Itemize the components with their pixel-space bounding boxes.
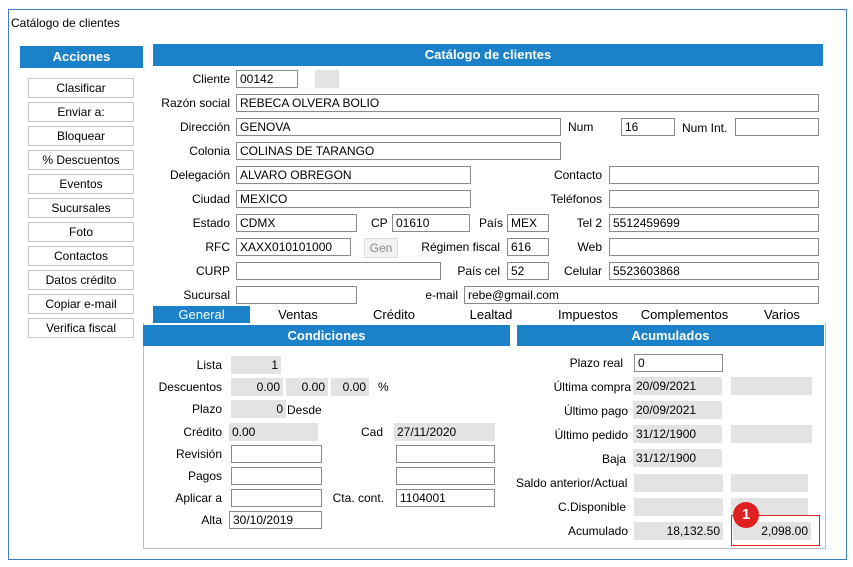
revision-2-input[interactable]: [396, 445, 495, 463]
rfc-label: RFC: [205, 240, 230, 254]
descuento-1-value: 0.00: [231, 378, 283, 396]
tab-varios[interactable]: Varios: [764, 307, 800, 322]
pagos-2-input[interactable]: [396, 467, 495, 485]
razon-social-input[interactable]: [236, 94, 819, 112]
lista-label: Lista: [196, 358, 222, 372]
condiciones-header: Condiciones: [143, 325, 510, 346]
tab-lealtad[interactable]: Lealtad: [469, 307, 513, 322]
direccion-input[interactable]: [236, 118, 561, 136]
gen-button[interactable]: Gen: [364, 238, 398, 258]
cliente-label: Cliente: [192, 72, 230, 86]
clasificar-button[interactable]: Clasificar: [28, 78, 134, 98]
descuentos-label: Descuentos: [158, 380, 222, 394]
celular-label: Celular: [563, 264, 602, 278]
ultima-compra-extra: [731, 377, 812, 395]
pagos-input[interactable]: [231, 467, 322, 485]
ultimo-pedido-value: 31/12/1900: [633, 425, 722, 443]
colonia-input[interactable]: [236, 142, 561, 160]
rfc-input[interactable]: [236, 238, 351, 256]
telefonos-label: Teléfonos: [550, 192, 602, 206]
cliente-input[interactable]: [236, 70, 298, 88]
sucursales-button[interactable]: Sucursales: [28, 198, 134, 218]
baja-label: Baja: [601, 452, 626, 466]
credito-label: Crédito: [183, 425, 222, 439]
web-input[interactable]: [609, 238, 819, 256]
aplicar-a-label: Aplicar a: [175, 491, 222, 505]
num-int-label: Num Int.: [682, 121, 728, 135]
email-input[interactable]: [464, 286, 819, 304]
tab-ventas[interactable]: Ventas: [278, 307, 318, 322]
ultimo-pedido-label: Último pedido: [554, 428, 628, 442]
descuentos-button[interactable]: % Descuentos: [28, 150, 134, 170]
desde-label: Desde: [287, 403, 322, 417]
ultima-compra-value: 20/09/2021: [633, 377, 722, 395]
descuento-2-value: 0.00: [286, 378, 328, 396]
pais-label: País: [479, 216, 504, 230]
tel2-input[interactable]: [609, 214, 819, 232]
percent-label: %: [378, 380, 389, 394]
num-input[interactable]: [621, 118, 675, 136]
revision-label: Revisión: [175, 447, 222, 461]
num-int-input[interactable]: [735, 118, 819, 136]
cad-label: Cad: [360, 425, 383, 439]
ultima-compra-label: Última compra: [553, 380, 631, 394]
datos-credito-button[interactable]: Datos crédito: [28, 270, 134, 290]
saldo-anterior-label: Saldo anterior/Actual: [516, 476, 628, 490]
cad-value: 27/11/2020: [394, 423, 495, 441]
plazo-real-input[interactable]: [634, 354, 723, 372]
copiar-email-button[interactable]: Copiar e-mail: [28, 294, 134, 314]
direccion-label: Dirección: [179, 120, 230, 134]
ultimo-pago-value: 20/09/2021: [633, 401, 722, 419]
telefonos-input[interactable]: [609, 190, 819, 208]
ciudad-label: Ciudad: [191, 192, 230, 206]
foto-button[interactable]: Foto: [28, 222, 134, 242]
razon-social-label: Razón social: [161, 96, 230, 110]
colonia-label: Colonia: [189, 144, 230, 158]
credito-value: 0.00: [229, 423, 318, 441]
c-disponible-label: C.Disponible: [557, 500, 626, 514]
actions-header: Acciones: [20, 46, 143, 68]
estado-input[interactable]: [236, 214, 357, 232]
tab-impuestos[interactable]: Impuestos: [558, 307, 618, 322]
cp-input[interactable]: [392, 214, 470, 232]
ciudad-input[interactable]: [236, 190, 471, 208]
email-label: e-mail: [425, 288, 458, 302]
contacto-input[interactable]: [609, 166, 819, 184]
verifica-fiscal-button[interactable]: Verifica fiscal: [28, 318, 134, 338]
web-label: Web: [577, 240, 602, 254]
acumulado-label: Acumulado: [567, 524, 628, 538]
catalog-header: Catálogo de clientes: [153, 44, 823, 66]
tab-general[interactable]: General: [153, 306, 250, 323]
cp-label: CP: [371, 216, 388, 230]
cliente-lookup-box: [315, 70, 339, 88]
ultimo-pago-label: Último pago: [563, 404, 628, 418]
celular-input[interactable]: [609, 262, 819, 280]
pais-cel-label: País cel: [457, 264, 500, 278]
estado-label: Estado: [192, 216, 230, 230]
eventos-button[interactable]: Eventos: [28, 174, 134, 194]
baja-value: 31/12/1900: [633, 449, 722, 467]
c-disponible-value: [634, 498, 723, 516]
tel2-label: Tel 2: [576, 216, 602, 230]
aplicar-a-input[interactable]: [231, 489, 322, 507]
sucursal-label: Sucursal: [183, 288, 230, 302]
alta-input[interactable]: [229, 511, 322, 529]
callout-badge: 1: [733, 502, 759, 528]
acumulado-2-value: 2,098.00: [733, 522, 811, 540]
curp-label: CURP: [195, 264, 230, 278]
num-label: Num: [568, 120, 594, 134]
tab-credito[interactable]: Crédito: [373, 307, 415, 322]
plazo-real-label: Plazo real: [569, 356, 623, 370]
acumulado-value: 18,132.50: [634, 522, 723, 540]
tab-complementos[interactable]: Complementos: [640, 307, 729, 322]
lista-value: 1: [231, 356, 281, 374]
cta-cont-input[interactable]: [396, 489, 495, 507]
curp-input[interactable]: [236, 262, 441, 280]
cta-cont-label: Cta. cont.: [332, 491, 384, 505]
enviar-a-button[interactable]: Enviar a:: [28, 102, 134, 122]
window-title: Catálogo de clientes: [11, 16, 120, 30]
descuento-3-value: 0.00: [331, 378, 369, 396]
contacto-label: Contacto: [553, 168, 602, 182]
delegacion-input[interactable]: [236, 166, 471, 184]
plazo-label: Plazo: [191, 402, 222, 416]
pagos-label: Pagos: [187, 469, 222, 483]
contactos-button[interactable]: Contactos: [28, 246, 134, 266]
plazo-value: 0: [231, 400, 286, 418]
saldo-actual-value: [731, 474, 808, 492]
ultimo-pedido-extra: [731, 425, 812, 443]
bloquear-button[interactable]: Bloquear: [28, 126, 134, 146]
alta-label: Alta: [201, 513, 222, 527]
revision-input[interactable]: [231, 445, 322, 463]
regimen-fiscal-label: Régimen fiscal: [421, 240, 500, 254]
acumulados-header: Acumulados: [517, 325, 824, 346]
sucursal-input[interactable]: [236, 286, 357, 304]
delegacion-label: Delegación: [169, 168, 230, 182]
saldo-anterior-value: [634, 474, 723, 492]
